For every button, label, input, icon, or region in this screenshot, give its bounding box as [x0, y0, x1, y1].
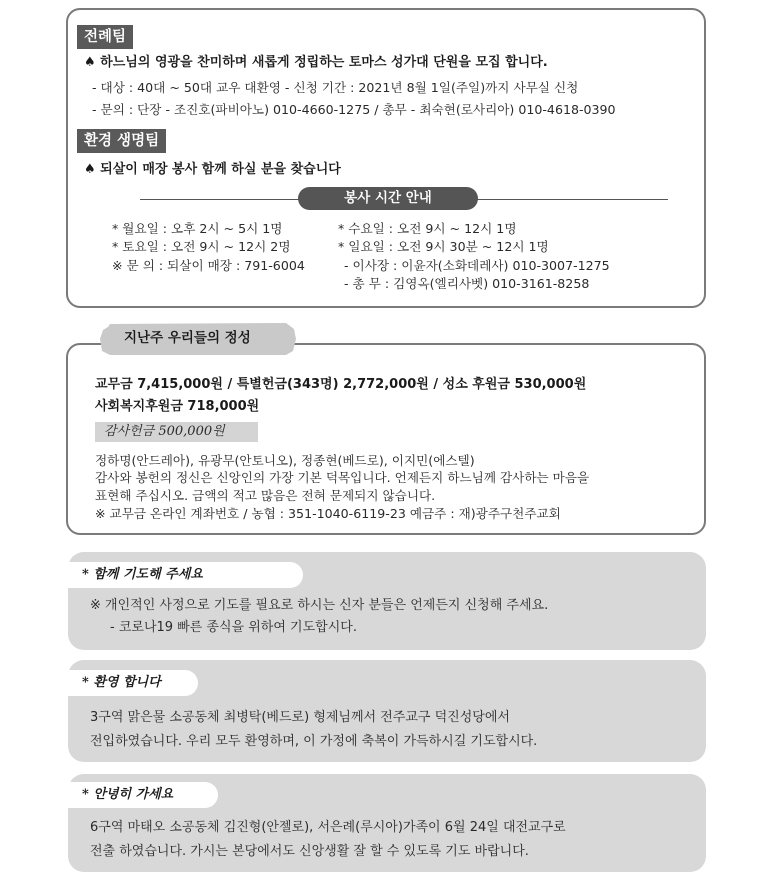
welcome-title: * 환영 합니다	[68, 670, 198, 696]
prayer-title: * 함께 기도해 주세요	[68, 562, 303, 588]
liturgy-team-header: 전례팀	[77, 25, 133, 49]
farewell-line-1: 6구역 마태오 소공동체 김진형(안젤로), 서은례(루시아)가족이 6월 24일 대전교구로	[90, 820, 566, 835]
farewell-title: * 안녕히 가세요	[68, 782, 218, 808]
environment-team-header: 환경 생명팀	[77, 129, 166, 153]
offering-totals-line: 교무금 7,415,000원 / 특별헌금(343명) 2,772,000원 / 성소 후원금 530,000원	[95, 377, 587, 392]
farewell-line-2: 전출 하였습니다. 가시는 본당에서도 신앙생활 잘 할 수 있도록 기도 바랍니다.	[90, 844, 529, 859]
choir-eligibility-line: - 대상 : 40대 ~ 50대 교우 대환영 - 신청 기간 : 2021년 8월 1일(주일)까지 사무실 신청	[92, 80, 579, 95]
offering-message-2: 표현해 주십시오. 금액의 적고 많음은 전혀 문제되지 않습니다.	[95, 488, 436, 503]
welcome-line-2: 전입하였습니다. 우리 모두 환영하며, 이 가정에 축복이 가득하시길 기도합시다.	[90, 734, 538, 749]
prayer-line-2: - 코로나19 빠른 종식을 위하여 기도합시다.	[110, 620, 357, 635]
thanks-offering: 감사헌금 500,000원	[104, 424, 225, 439]
schedule-wednesday: * 수요일 : 오전 9시 ~ 12시 1명	[338, 221, 517, 236]
schedule-monday: * 월요일 : 오후 2시 ~ 5시 1명	[112, 221, 283, 236]
inquiry-store: ※ 문 의 : 되살이 매장 : 791-6004	[112, 258, 305, 273]
offering-message-1: 감사와 봉헌의 정신은 신앙인의 가장 기본 덕목입니다. 언제든지 하느님께 감사하는 마음을	[95, 470, 590, 485]
choir-recruit-headline: ♠ 하느님의 영광을 찬미하며 새롭게 정립하는 토마스 성가대 단원을 모집 합니다.	[84, 55, 548, 70]
inquiry-director: - 이사장 : 이윤자(소화데레사) 010-3007-1275	[344, 258, 610, 273]
inquiry-secretary: - 총 무 : 김영옥(엘리사벳) 010-3161-8258	[344, 276, 590, 291]
volunteer-headline: ♠ 되살이 매장 봉사 함께 하실 분을 찾습니다	[84, 162, 341, 177]
prayer-line-1: ※ 개인적인 사정으로 기도를 필요로 하시는 신자 분들은 언제든지 신청해 주세요.	[90, 598, 549, 613]
schedule-sunday: * 일요일 : 오전 9시 30분 ~ 12시 1명	[338, 239, 549, 254]
account-info: ※ 교무금 온라인 계좌번호 / 농협 : 351-1040-6119-23 예금주 : 재)광주구천주교회	[95, 506, 561, 521]
welcome-line-1: 3구역 맑은물 소공동체 최병탁(베드로) 형제님께서 전주교구 덕진성당에서	[90, 710, 510, 725]
donor-names: 정하명(안드레아), 유광무(안토니오), 정종현(베드로), 이지민(에스텔)	[95, 453, 475, 468]
welfare-offering-line: 사회복지후원금 718,000원	[95, 399, 260, 414]
service-hours-pill: 봉사 시간 안내	[298, 187, 478, 210]
schedule-saturday: * 토요일 : 오전 9시 ~ 12시 2명	[112, 239, 291, 254]
choir-contact-line: - 문의 : 단장 - 조진호(파비아노) 010-4660-1275 / 총무 - 최숙현(로사리아) 010-4618-0390	[92, 102, 616, 117]
offering-tab-title: 지난주 우리들의 정성	[124, 330, 251, 346]
